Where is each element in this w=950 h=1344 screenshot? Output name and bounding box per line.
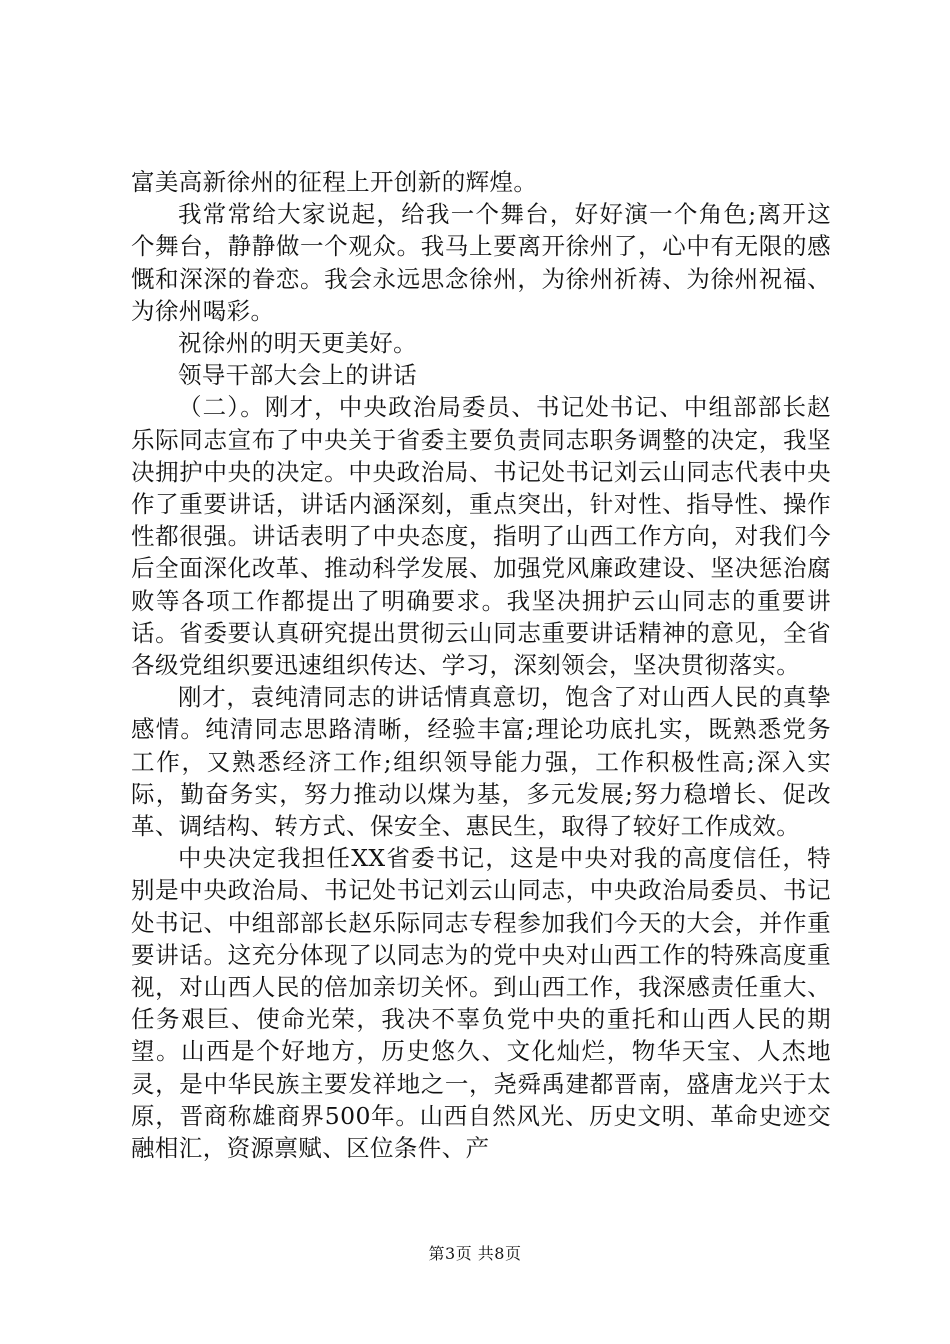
paragraph-7: 中央决定我担任XX省委书记，这是中央对我的高度信任，特别是中央政治局、书记处书记刘云山同志，中央政治局委员、书记处书记、中组部部长赵乐际同志专程参加我们今天的大会，并作重要讲话。这充分体现了以同志为的党中央对山西工作的特殊高度重视，对山西人民的倍加亲切关怀。到山西工作，我深感责任重大、任务艰巨、使命光荣，我决不辜负党中央的重托和山西人民的期望。山西是个好地方，历史悠久、文化灿烂，物华天宝、人杰地灵，是中华民族主要发祥地之一，尧舜禹建都晋南，盛唐龙兴于太原，晋商称雄商界500年。山西自然风光、历史文明、革命史迹交融相汇，资源禀赋、区位条件、产 xyxy=(131,844,831,1163)
document-body xyxy=(131,166,831,1164)
paragraph-6: 刚才，袁纯清同志的讲话情真意切，饱含了对山西人民的真挚感情。纯清同志思路清晰，经验丰富;理论功底扎实，既熟悉党务工作，又熟悉经济工作;组织领导能力强，工作积极性高;深入实际，勤奋务实，努力推动以煤为基，多元发展;努力稳增长、促改革、调结构、转方式、保安全、惠民生，取得了较好工作成效。 xyxy=(131,683,831,841)
paragraph-1: 富美高新徐州的征程上开创新的辉煌。 xyxy=(131,168,538,196)
paragraph-3: 祝徐州的明天更美好。 xyxy=(178,329,417,358)
paragraph-5: （二）。刚才，中央政治局委员、书记处书记、中组部部长赵乐际同志宣布了中央关于省委主要负责同志职务调整的决定，我坚决拥护中央的决定。中央政治局、书记处书记刘云山同志代表中央作了重要讲话，讲话内涵深刻，重点突出，针对性、指导性、操作性都很强。讲话表明了中央态度，指明了山西工作方向，对我们今后全面深化改革、推动科学发展、加强党风廉政建设、坚决惩治腐败等各项工作都提出了明确要求。我坚决拥护云山同志的重要讲话。省委要认真研究提出贯彻云山同志重要讲话精神的意见，全省各级党组织要迅速组织传达、学习，深刻领会，坚决贯彻落实。 xyxy=(131,393,831,680)
section-heading: 领导干部大会上的讲话 xyxy=(178,361,417,390)
page-footer: 第3页 共8页 xyxy=(428,1244,522,1263)
paragraph-2: 我常常给大家说起，给我一个舞台，好好演一个角色;离开这个舞台，静静做一个观众。我马上要离开徐州了，心中有无限的感慨和深深的眷恋。我会永远思念徐州，为徐州祈祷、为徐州祝福、为徐州喝彩。 xyxy=(131,200,831,325)
